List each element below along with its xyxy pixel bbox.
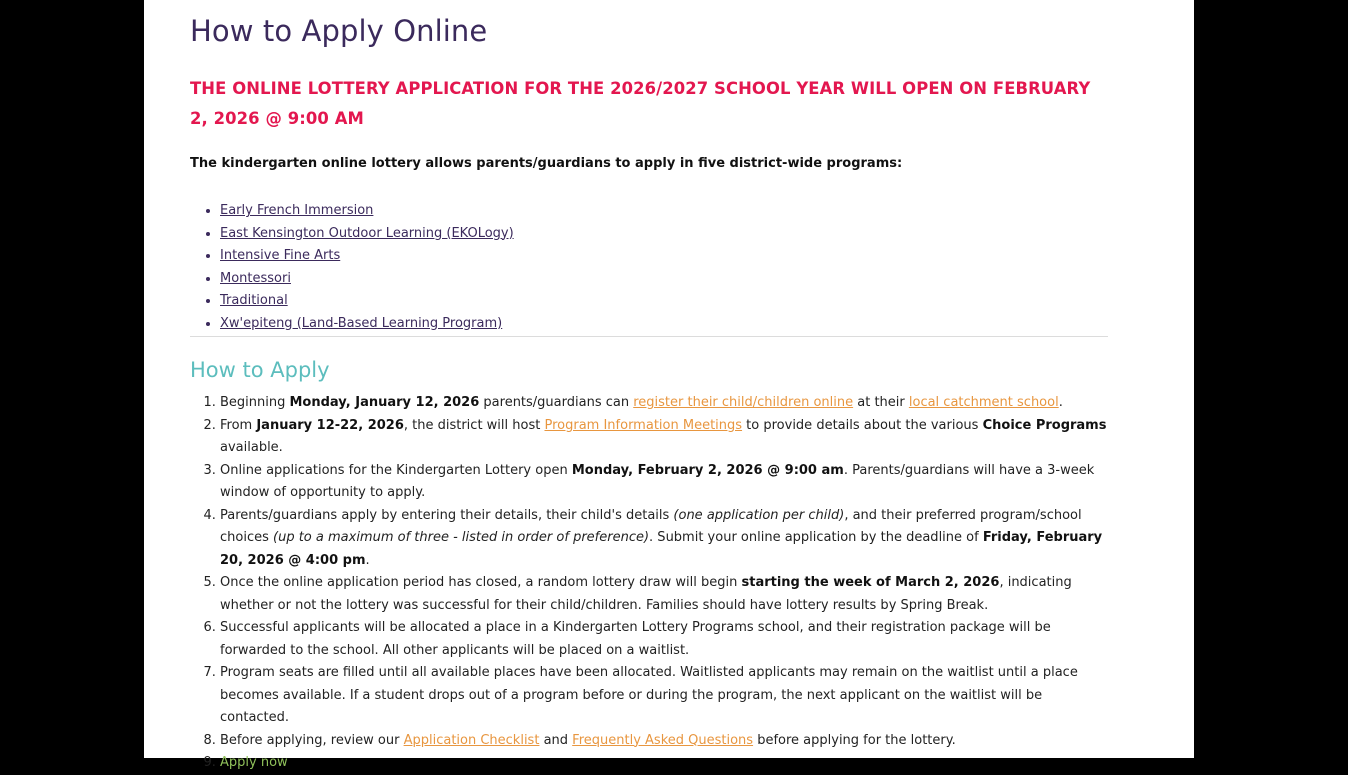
step-text: , the district will host — [403, 417, 545, 433]
application-checklist-link[interactable]: Application Checklist — [403, 732, 540, 748]
step-bold: Monday, January 12, 2026 — [289, 395, 480, 410]
step-text: From — [220, 417, 257, 433]
intro-text: The kindergarten online lottery allows parents/guardians to apply in five district-wide programs: — [190, 156, 903, 171]
step-item — [220, 617, 1110, 662]
page — [144, 0, 1194, 770]
step-bold: starting the week of March 2, 2026 — [741, 575, 1000, 590]
step-text: Beginning — [220, 395, 290, 410]
step-item — [220, 415, 1110, 460]
step-item — [220, 662, 1110, 730]
info-meetings-link[interactable]: Program Information Meetings — [544, 417, 743, 433]
step-item — [220, 752, 1110, 775]
list-item — [220, 268, 514, 291]
step-text: available. — [220, 440, 283, 455]
catchment-school-link[interactable]: local catchment school — [908, 395, 1059, 410]
step-text: , and their preferred program/school choices — [220, 507, 1082, 545]
program-link-montessori[interactable]: Montessori — [220, 270, 291, 286]
program-link-traditional[interactable]: Traditional — [220, 293, 288, 308]
step-text: . — [1058, 395, 1063, 410]
step-item — [220, 460, 1110, 505]
program-link-early-french-immersion[interactable]: Early French Immersion — [220, 203, 374, 218]
step-text: and — [539, 732, 573, 748]
program-list — [190, 200, 514, 335]
step-text: . Parents/guardians will have a 3-week window of opportunity to apply. — [220, 462, 1095, 500]
step-item — [220, 392, 1110, 415]
step-text: , indicating whether or not the lottery was successful for their child/children. Families should have lottery results by Spring Break. — [220, 575, 1072, 613]
faq-link[interactable]: Frequently Asked Questions — [572, 732, 754, 748]
step-text: Successful applicants will be allocated a place in a Kindergarten Lottery Programs school, and their registration package will be forwarded to the school. All other applicants will be placed on a waitlist. — [220, 620, 1051, 658]
program-link-ekology[interactable]: East Kensington Outdoor Learning (EKOLogy) — [220, 225, 514, 241]
page-title: How to Apply Online — [190, 14, 488, 48]
step-item — [220, 505, 1110, 573]
step-bold: January 12-22, 2026 — [256, 417, 404, 433]
program-link-xwepiteng[interactable]: Xw'epiteng (Land-Based Learning Program) — [220, 315, 503, 331]
step-italic: (up to a maximum of three - listed in order of preference) — [273, 530, 650, 545]
list-item — [220, 290, 514, 313]
list-item — [220, 223, 514, 246]
step-text: Before applying, review our — [220, 732, 404, 748]
step-text: . — [365, 552, 370, 568]
step-bold: Friday, February 20, 2026 @ 4:00 pm — [220, 530, 1103, 568]
step-text: before applying for the lottery. — [753, 732, 956, 748]
step-text: to provide details about the various — [742, 417, 983, 433]
section-title: How to Apply — [190, 358, 330, 382]
step-text: Once the online application period has closed, a random lottery draw will begin — [220, 575, 742, 590]
step-item — [220, 572, 1110, 617]
steps-list — [190, 392, 1110, 775]
step-text: Online applications for the Kindergarten Lottery open — [220, 462, 572, 478]
step-item — [220, 730, 1110, 753]
apply-now-link[interactable]: Apply now — [220, 755, 288, 770]
step-bold: Choice Programs — [982, 417, 1107, 433]
step-text: Parents/guardians apply by entering their details, their child's details — [220, 507, 674, 523]
announcement-banner: THE ONLINE LOTTERY APPLICATION FOR THE 2026/2027 SCHOOL YEAR WILL OPEN ON FEBRUARY 2, 2026 @ 9:00 AM — [190, 79, 1091, 128]
step-bold: Monday, February 2, 2026 @ 9:00 am — [571, 462, 844, 478]
section-divider — [190, 336, 1108, 337]
list-item — [220, 245, 514, 268]
list-item — [220, 313, 514, 336]
list-item — [220, 200, 514, 223]
step-text: Program seats are filled until all available places have been allocated. Waitlisted applicants may remain on the waitlist until a place becomes available. If a student drops out of a program before or during the program, the next applicant on the waitlist will be contacted. — [220, 665, 1078, 725]
step-text: . Submit your online application by the deadline of — [649, 530, 983, 545]
step-text: parents/guardians can — [479, 395, 634, 410]
program-link-intensive-fine-arts[interactable]: Intensive Fine Arts — [220, 248, 341, 263]
step-text: at their — [853, 395, 909, 410]
step-italic: (one application per child) — [673, 507, 845, 523]
register-online-link[interactable]: register their child/children online — [633, 395, 854, 410]
